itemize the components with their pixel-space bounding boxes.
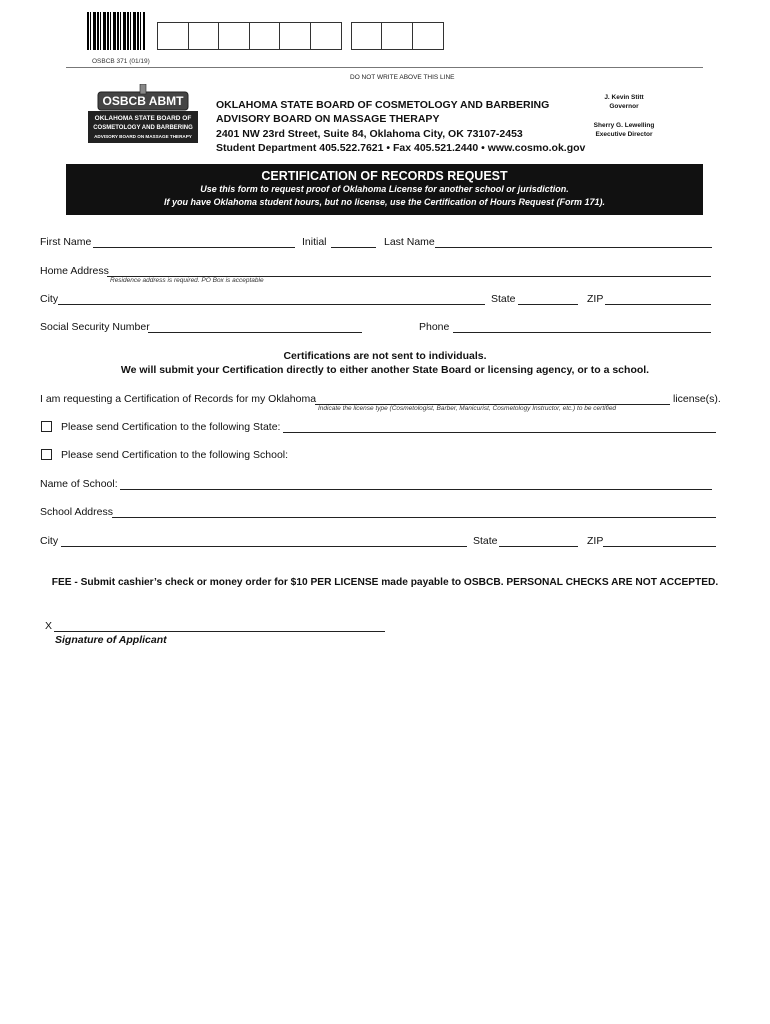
school-name-field[interactable]: [120, 489, 712, 490]
ssn-label: Social Security Number: [40, 321, 150, 333]
governor-name: J. Kevin Stitt: [604, 94, 644, 101]
first-name-label: First Name: [40, 236, 92, 248]
school-zip-label: ZIP: [587, 535, 604, 547]
notice-line-1: Certifications are not sent to individuals.: [283, 350, 487, 362]
svg-text:ADVISORY BOARD ON MASSAGE THER: ADVISORY BOARD ON MASSAGE THERAPY: [94, 134, 192, 139]
signature-field[interactable]: [54, 631, 385, 632]
governor-title: Governor: [609, 103, 639, 110]
state-checkbox[interactable]: [41, 421, 52, 432]
phone-label: Phone: [419, 321, 450, 333]
zip-label: ZIP: [587, 293, 604, 305]
svg-text:OSBCB ABMT: OSBCB ABMT: [102, 94, 184, 108]
request-text: I am requesting a Certification of Records for my Oklahoma: [40, 393, 317, 405]
state-field[interactable]: [518, 304, 578, 305]
school-address-field[interactable]: [112, 517, 716, 518]
school-checkbox[interactable]: [41, 449, 52, 460]
last-name-field[interactable]: [435, 247, 712, 248]
last-name-label: Last Name: [384, 236, 435, 248]
school-address-label: School Address: [40, 506, 113, 518]
notice-line-2: We will submit your Certification directly to either another State Board or licensing agency, or to a school.: [120, 364, 650, 376]
signature-label: Signature of Applicant: [55, 634, 167, 646]
city-field[interactable]: [58, 304, 485, 305]
barcode: [87, 12, 145, 50]
school-option-label: Please send Certification to the following School:: [61, 449, 289, 461]
form-title: CERTIFICATION OF RECORDS REQUEST: [261, 169, 508, 183]
city-label: City: [40, 293, 59, 305]
initial-label: Initial: [302, 236, 327, 248]
svg-text:COSMETOLOGY AND BARBERING: COSMETOLOGY AND BARBERING: [93, 125, 193, 131]
zip-field[interactable]: [605, 304, 711, 305]
divider-line: [66, 67, 703, 68]
school-state-field[interactable]: [499, 546, 578, 547]
initial-field[interactable]: [331, 247, 376, 248]
do-not-write-notice: DO NOT WRITE ABOVE THIS LINE: [350, 74, 455, 81]
agency-logo: [86, 84, 199, 144]
first-name-field[interactable]: [93, 247, 295, 248]
school-zip-field[interactable]: [603, 546, 716, 547]
school-state-label: State: [473, 535, 498, 547]
school-city-label: City: [40, 535, 59, 547]
phone-field[interactable]: [453, 332, 711, 333]
form-title-banner: [66, 164, 703, 215]
state-label: State: [491, 293, 516, 305]
home-address-hint: Residence address is required. PO Box is acceptable: [110, 277, 264, 284]
banner-instruction-2: If you have Oklahoma student hours, but no license, use the Certification of Hours Request (Form 171).: [163, 197, 606, 207]
director-title: Executive Director: [595, 131, 653, 138]
license-type-hint: Indicate the license type (Cosmetologist, Barber, Manicurist, Cosmetology Instructor, etc.) to be certified: [318, 405, 617, 412]
agency-sub: ADVISORY BOARD ON MASSAGE THERAPY: [216, 113, 440, 125]
school-city-field[interactable]: [61, 546, 467, 547]
office-use-boxes: [157, 22, 342, 50]
director-name: Sherry G. Lewelling: [593, 122, 655, 129]
agency-address: 2401 NW 23rd Street, Suite 84, Oklahoma City, OK 73107-2453: [216, 128, 523, 140]
office-use-boxes-2: [351, 22, 444, 50]
home-address-label: Home Address: [40, 265, 109, 277]
state-option-label: Please send Certification to the following State:: [61, 421, 281, 433]
school-name-label: Name of School:: [40, 478, 118, 490]
form-number: OSBCB 371 (01/19): [92, 58, 150, 65]
request-suffix: license(s).: [673, 393, 721, 405]
svg-text:OKLAHOMA STATE BOARD OF: OKLAHOMA STATE BOARD OF: [94, 115, 192, 122]
ssn-field[interactable]: [148, 332, 362, 333]
agency-name: OKLAHOMA STATE BOARD OF COSMETOLOGY AND BARBERING: [216, 99, 550, 111]
destination-state-field[interactable]: [283, 432, 716, 433]
fee-notice: FEE - Submit cashier’s check or money order for $10 PER LICENSE made payable to OSBCB. PERSONAL CHECKS ARE NOT ACCEPTED.: [51, 577, 719, 588]
banner-instruction-1: Use this form to request proof of Oklahoma License for another school or jurisdiction.: [200, 184, 569, 194]
agency-contact: Student Department 405.522.7621 • Fax 405.521.2440 • www.cosmo.ok.gov: [216, 142, 586, 154]
signature-x: X: [45, 620, 53, 632]
